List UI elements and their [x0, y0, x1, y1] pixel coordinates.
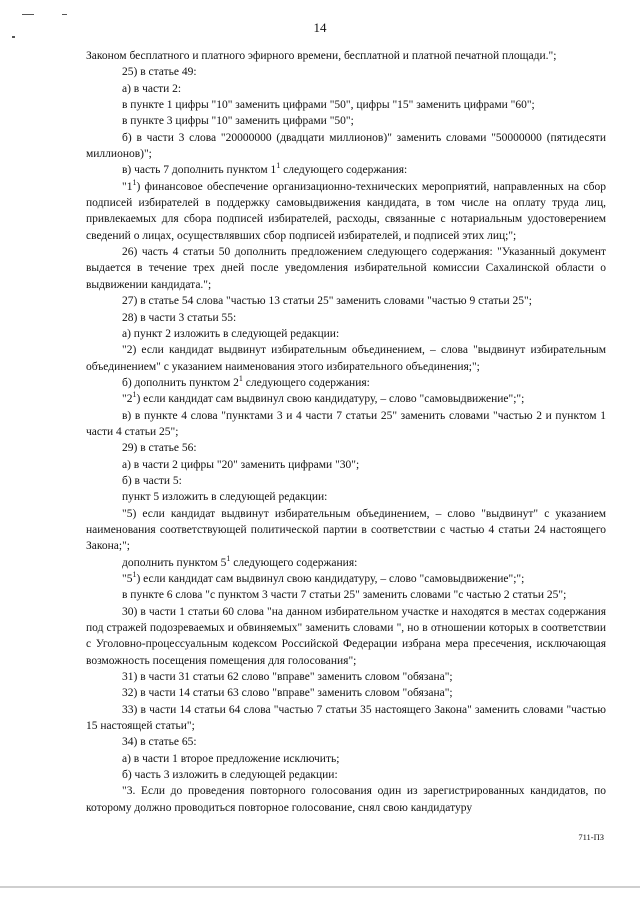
document-code: 711-ПЗ [578, 832, 604, 842]
scan-artifact [62, 14, 67, 15]
paragraph: 26) часть 4 статьи 50 дополнить предложением следующего содержания: "Указанный документ выдается в течение трех дней после уведомления избирательной комиссии Сахалинской области о выдвижении кандидата."; [86, 246, 606, 291]
paragraph: "$5^1$) если кандидат сам выдвинул свою кандидатуру, – слово "самовыдвижение";"; [122, 570, 525, 585]
paragraph: Законом бесплатного и платного эфирного времени, бесплатной и платной печатной площади."; [86, 50, 557, 62]
paragraph: дополнить пунктом $5^1$ следующего содержания: [122, 553, 358, 569]
paragraph: пункт 5 изложить в следующей редакции: [122, 491, 328, 504]
paragraph: в) в пункте 4 слова "пунктами 3 и 4 части 7 статьи 25" заменить словами "частью 2 и пунктом 1 части 4 статьи 25"; [86, 409, 606, 438]
paragraph: в пункте 1 цифры "10" заменить цифрами "50", цифры "15" заменить цифрами "60"; [122, 99, 535, 112]
paragraph: в) часть 7 дополнить пунктом $1^1$ следующего содержания: [122, 161, 408, 177]
paragraph: "5) если кандидат выдвинут избирательным объединением, – слово "выдвинут" с указанием наименования соответствующей политической партии в соответствии с частью 4 статьи 24 настоящего Закона;"; [86, 507, 606, 553]
paragraph: б) дополнить пунктом $2^1$ следующего содержания: [122, 374, 370, 389]
paragraph: в пункте 3 цифры "10" заменить цифрами "50"; [122, 115, 354, 128]
paragraph: "3. Если до проведения повторного голосования один из зарегистрированных кандидатов, по которому должно проводиться повторное голосование, снял свою кандидатуру [86, 785, 606, 814]
paragraph: в пункте 6 слова "с пунктом 3 части 7 статьи 25" заменить словами "с частью 2 статьи 25"; [122, 589, 567, 602]
paragraph: 34) в статье 65: [122, 736, 197, 749]
scan-bottom-edge [0, 886, 640, 888]
paragraph: 25) в статье 49: [122, 66, 197, 79]
paragraph: 32) в части 14 статьи 63 слово "вправе" заменить словом "обязана"; [122, 687, 453, 700]
page-number: 14 [313, 20, 327, 35]
scan-artifact [12, 36, 15, 38]
paragraph: б) в части 3 слова "20000000 (двадцати миллионов)" заменить словами "50000000 (пятидесяти миллионов)"; [86, 131, 606, 161]
paragraph: а) в части 2: [122, 82, 182, 95]
paragraph: "$1^1$) финансовое обеспечение организационно-технических мероприятий, направленных на сбор подписей избирателей в поддержку самовыдвижения кандидата, в том числе на оплату труда лиц, привлекаемых для сбора подписей избирателей, расходы, связанные с нотариальным удостоверением сведений о лицах, осуществлявших сбор подписей избирателей, и подписей этих лиц;"; [86, 177, 606, 242]
paragraph: б) в части 5: [122, 474, 182, 487]
paragraph: а) в части 1 второе предложение исключить; [122, 752, 340, 765]
paragraph: а) в части 2 цифры "20" заменить цифрами "30"; [122, 458, 360, 471]
paragraph: 31) в части 31 статьи 62 слово "вправе" заменить словом "обязана"; [122, 671, 453, 684]
scan-artifact [22, 14, 34, 15]
paragraph: а) пункт 2 изложить в следующей редакции: [122, 327, 340, 340]
paragraph: 29) в статье 56: [122, 442, 197, 455]
paragraph: 30) в части 1 статьи 60 слова "на данном избирательном участке и находятся в местах содержания под стражей подозреваемых и обвиняемых" заменить словами ", но в отношении которых в соответствии с Уголовно-процессуальным кодексом Российской Федерации избрана мера пресечения, исключающая возможность посещения помещения для голосования"; [86, 605, 606, 667]
paragraph: 33) в части 14 статьи 64 слова "частью 7 статьи 35 настоящего Закона" заменить словами "частью 15 настоящей статьи"; [86, 703, 606, 733]
document-body [86, 48, 606, 816]
paragraph: 27) в статье 54 слова "частью 13 статьи 25" заменить словами "частью 9 статьи 25"; [122, 295, 532, 308]
paragraph: б) часть 3 изложить в следующей редакции: [122, 769, 338, 782]
paragraph: "2) если кандидат выдвинут избирательным объединением, – слова "выдвинут избирательным объединением" с указанием наименования этого избирательного объединения;"; [86, 344, 606, 373]
paragraph: "$2^1$) если кандидат сам выдвинул свою кандидатуру, – слово "самовыдвижение";"; [122, 390, 525, 406]
paragraph: 28) в части 3 статьи 55: [122, 311, 237, 324]
